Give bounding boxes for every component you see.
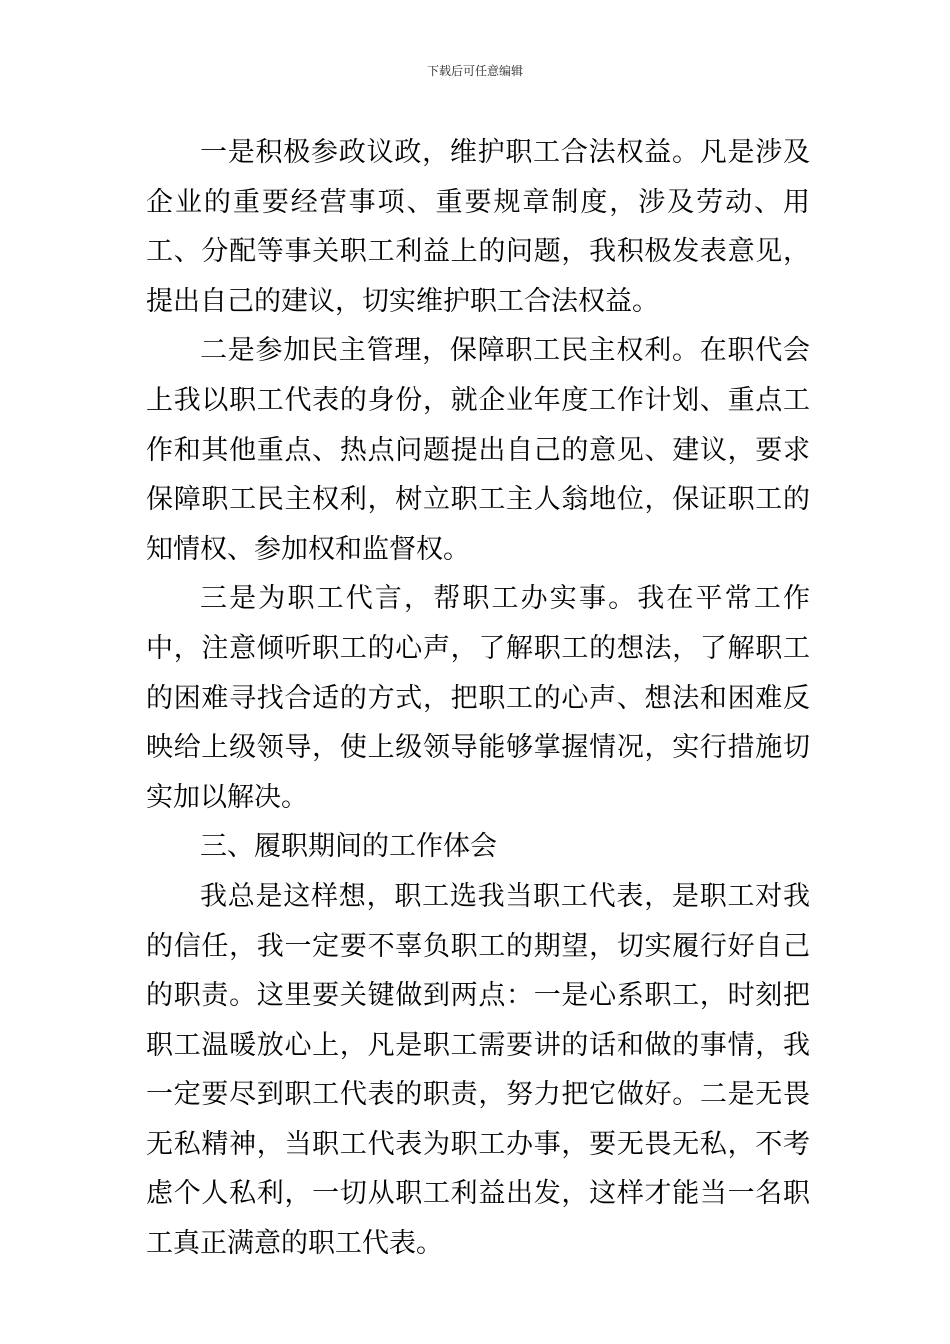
- document-body: [146, 128, 810, 1269]
- page-header: 下载后可任意编辑: [426, 64, 523, 78]
- paragraph-3: 三是为职工代言，帮职工办实事。我在平常工作中，注意倾听职工的心声，了解职工的想法，了解职工的困难寻找合适的方式，把职工的心声、想法和困难反映给上级领导，使上级领导能够掌握情况，实行措施切实加以解决。: [146, 583, 810, 813]
- paragraph-1: 一是积极参政议政，维护职工合法权益。凡是涉及企业的重要经营事项、重要规章制度，涉及劳动、用工、分配等事关职工利益上的问题，我积极发表意见，提出自己的建议，切实维护职工合法权益。: [146, 137, 810, 317]
- section-heading: 三、履职期间的工作体会: [200, 831, 497, 863]
- paragraph-2: 二是参加民主管理，保障职工民主权利。在职代会上我以职工代表的身份，就企业年度工作计划、重点工作和其他重点、热点问题提出自己的意见、建议，要求保障职工民主权利，树立职工主人翁地位，保证职工的知情权、参加权和监督权。: [146, 335, 810, 565]
- paragraph-4: 我总是这样想，职工选我当职工代表，是职工对我的信任，我一定要不辜负职工的期望，切实履行好自己的职责。这里要关键做到两点：一是心系职工，时刻把职工温暖放心上，凡是职工需要讲的话和做的事情，我一定要尽到职工代表的职责，努力把它做好。二是无畏无私精神，当职工代表为职工办事，要无畏无私，不考虑个人私利，一切从职工利益出发，这样才能当一名职工真正满意的职工代表。: [146, 880, 810, 1260]
